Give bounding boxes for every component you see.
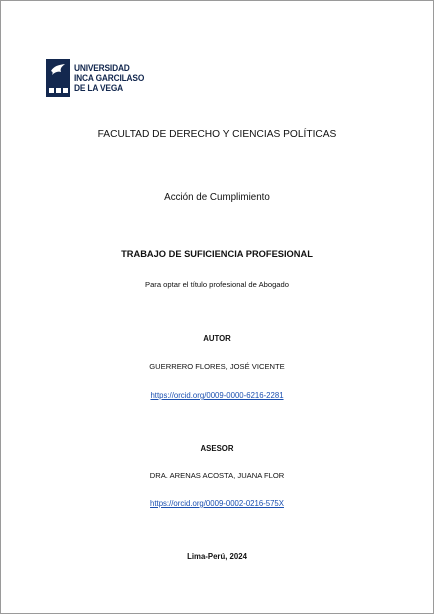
logo-line-3: DE LA VEGA (74, 83, 124, 93)
work-type: TRABAJO DE SUFICIENCIA PROFESIONAL (121, 249, 313, 259)
advisor-heading: ASESOR (200, 444, 234, 453)
university-name (74, 63, 144, 93)
faculty-name: FACULTAD DE DERECHO Y CIENCIAS POLÍTICAS (97, 129, 337, 140)
logo-line-1: UNIVERSIDAD (74, 63, 130, 73)
author-name: GUERRERO FLORES, JOSÉ VICENTE (149, 362, 285, 371)
logo-line-2: INCA GARCILASO (74, 73, 145, 83)
author-orcid-link[interactable]: https://orcid.org/0009-0000-6216-2281 (150, 391, 284, 400)
advisor-name: DRA. ARENAS ACOSTA, JUANA FLOR (149, 471, 285, 480)
advisor-orcid-link[interactable]: https://orcid.org/0009-0002-0216-575X (150, 499, 284, 508)
place-and-date: Lima-Perú, 2024 (187, 552, 247, 561)
degree-purpose: Para optar el título profesional de Abogado (145, 280, 289, 289)
university-logo (46, 59, 152, 97)
author-heading: AUTOR (203, 334, 231, 343)
document-title: Acción de Cumplimiento (164, 192, 270, 203)
university-crest-icon (46, 59, 70, 97)
